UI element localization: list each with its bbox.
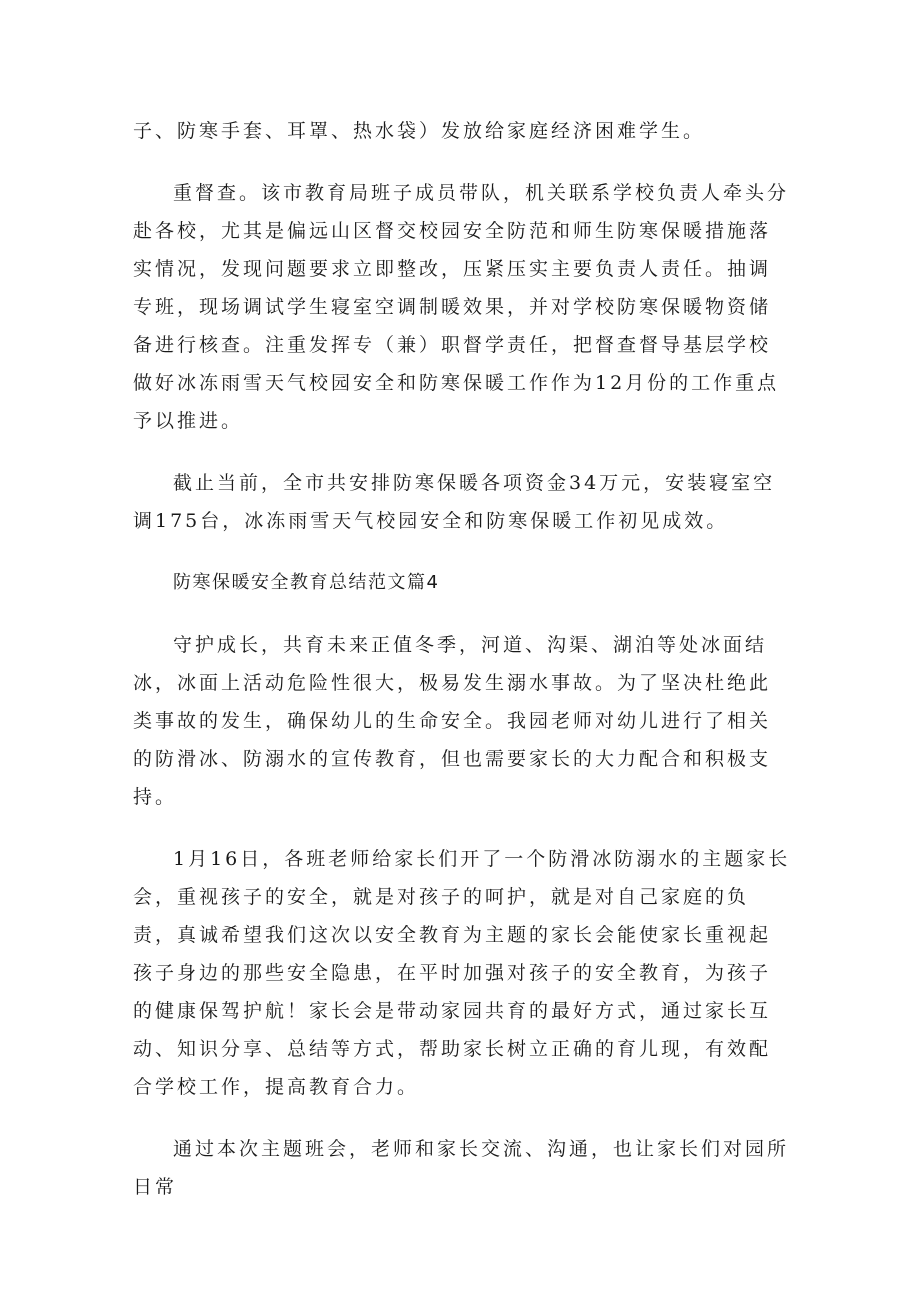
paragraph-continuation: 子、防寒手套、耳罩、热水袋）发放给家庭经济困难学生。 bbox=[133, 120, 706, 142]
section-heading: 防寒保暖安全教育总结范文篇4 bbox=[173, 572, 440, 593]
paragraph-safety-education: 守护成长，共育未来正值冬季，河道、沟渠、湖泊等处冰面结冰，冰面上活动危险性很大，极易发生溺水事故。为了坚决杜绝此类事故的发生，确保幼儿的生命安全。我园老师对幼儿进行了相关的防滑冰、防溺水的宣传教育，但也需要家长的大力配合和积极支持。 bbox=[133, 634, 772, 808]
paragraph-funding-summary: 截止当前，全市共安排防寒保暖各项资金34万元，安装寝室空调175台，冰冻雨雪天气校园安全和防寒保暖工作初见成效。 bbox=[133, 472, 776, 532]
paragraph-communication: 通过本次主题班会，老师和家长交流、沟通，也让家长们对园所日常 bbox=[133, 1138, 790, 1198]
paragraph-supervision: 重督查。该市教育局班子成员带队，机关联系学校负责人牵头分赴各校，尤其是偏远山区督交校园安全防范和师生防寒保暖措施落实情况，发现问题要求立即整改，压紧压实主要负责人责任。抽调专班，现场调试学生寝室空调制暖效果，并对学校防寒保暖物资储备进行核查。注重发挥专（兼）职督学责任，把督查督导基层学校做好冰冻雨雪天气校园安全和防寒保暖工作作为12月份的工作重点予以推进。 bbox=[133, 182, 790, 432]
paragraph-parent-meeting: 1月16日，各班老师给家长们开了一个防滑冰防溺水的主题家长会，重视孩子的安全，就是对孩子的呵护，就是对自己家庭的负责，真诚希望我们这次以安全教育为主题的家长会能使家长重视起孩子身边的那些安全隐患，在平时加强对孩子的安全教育，为孩子的健康保驾护航！家长会是带动家园共育的最好方式，通过家长互动、知识分享、总结等方式，帮助家长树立正确的育儿现，有效配合学校工作，提高教育合力。 bbox=[133, 848, 791, 1098]
